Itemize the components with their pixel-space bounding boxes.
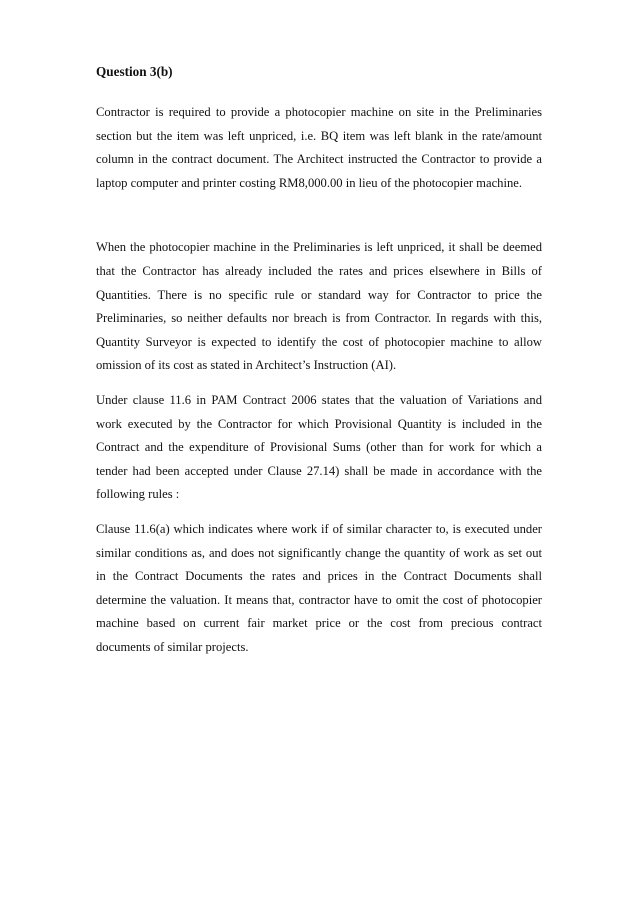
paragraph-unpriced-item: When the photocopier machine in the Preliminaries is left unpriced, it shall be deemed that the Contractor has already included the rates and prices elsewhere in Bills of Quantities. There is no specific rule or standard way for Contractor to price the Preliminaries, so neither defaults nor breach is from Contractor. In regards with this, Quantity Surveyor is expected to identify the cost of photocopier machine to allow omission of its cost as stated in Architect’s Instruction (AI). xyxy=(96,240,542,373)
paragraph-clause-11-6: Under clause 11.6 in PAM Contract 2006 states that the valuation of Variations and work executed by the Contractor for which Provisional Quantity is included in the Contract and the expenditure of Provisional Sums (other than for work for which a tender had been accepted under Clause 27.14) shall be made in accordance with the following rules : xyxy=(96,392,542,502)
paragraph-clause-11-6a: Clause 11.6(a) which indicates where work if of similar character to, is executed under similar conditions as, and does not significantly change the quantity of work as set out in the Contract Documents the rates and prices in the Contract Documents shall determine the valuation. It means that, contractor have to omit the cost of photocopier machine based on current fair market price or the cost from precious contract documents of similar projects. xyxy=(96,521,542,654)
document-body xyxy=(96,63,542,659)
question-heading: Question 3(b) xyxy=(96,64,173,79)
paragraph-contractor-requirement: Contractor is required to provide a photocopier machine on site in the Preliminaries section but the item was left unpriced, i.e. BQ item was left blank in the rate/amount column in the contract document. The Architect instructed the Contractor to provide a laptop computer and printer costing RM8,000.00 in lieu of the photocopier machine. xyxy=(96,105,542,190)
